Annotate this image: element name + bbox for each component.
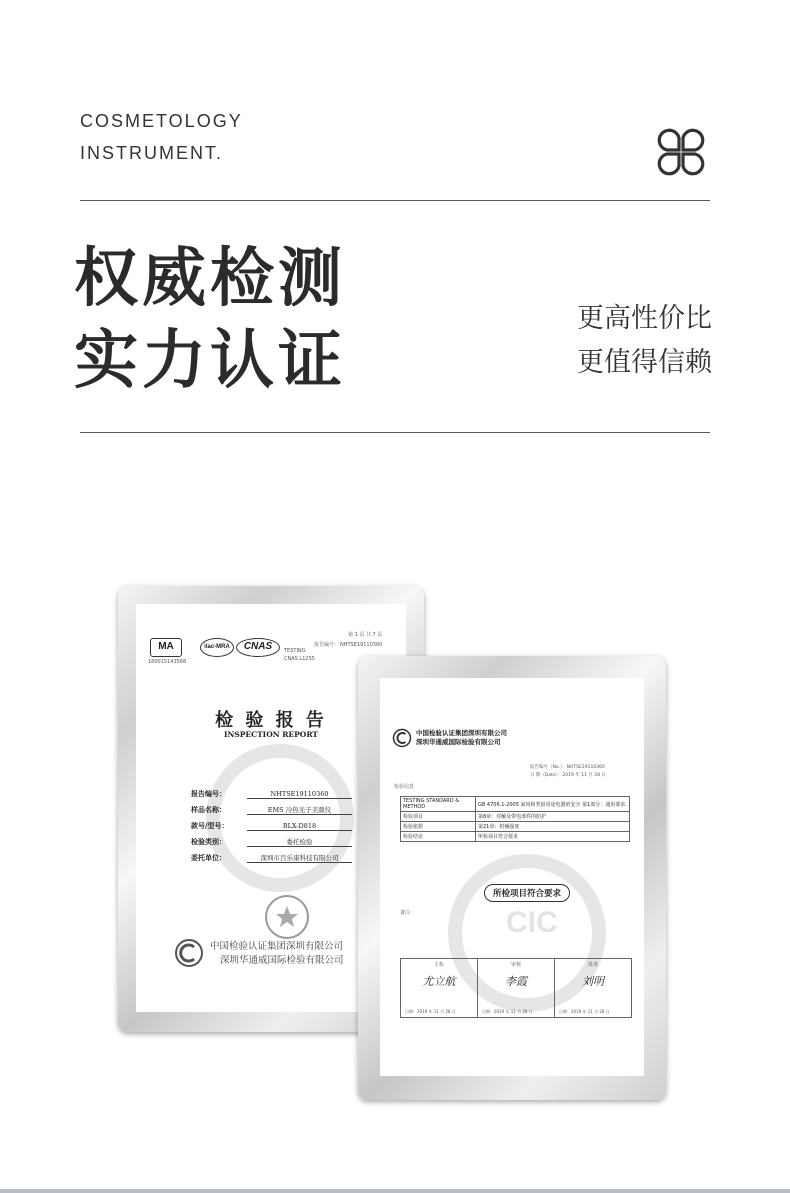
field-value: NHTSE19110360: [247, 790, 352, 799]
field-value: EMS 冷热光子美颜仪: [247, 805, 352, 815]
field-inspection-type: [191, 835, 352, 847]
signature-label: 批准: [587, 962, 598, 968]
field-model: [191, 819, 352, 831]
official-seal-icon: [264, 894, 310, 940]
certificate-paper: [380, 678, 644, 1076]
top-divider: [80, 200, 710, 201]
report-no-label: 报告编号：: [314, 642, 340, 648]
table-cell: 检验项目: [401, 812, 476, 822]
field-label: 检验类别：: [191, 837, 226, 846]
table-row: [401, 832, 630, 842]
cma-mark: MA: [150, 638, 182, 657]
bottom-accent-bar: [0, 1189, 790, 1193]
cma-number: 180015143568: [148, 659, 187, 665]
table-cell: TESTING STANDARD & METHOD: [401, 797, 476, 812]
headline-line-1: 权威检测: [74, 242, 346, 316]
header-name-cn: 中国检验认证集团深圳有限公司: [416, 729, 507, 737]
cic-logo-icon: [174, 938, 204, 968]
signature-block: [400, 958, 632, 1018]
field-label: 委托单位：: [191, 853, 226, 862]
headline: [74, 238, 346, 402]
report-no-value: NHTSE19110360: [340, 642, 383, 648]
cic-watermark-text: CIC: [506, 906, 558, 939]
signature-date: 日期：2019 年 11 月 28 日: [559, 1009, 610, 1014]
cnas-mark: CNAS: [236, 638, 280, 657]
brand-title: [80, 105, 243, 169]
table-cell: 所检项目符合要求: [476, 832, 630, 842]
field-value: BLX-D818: [247, 822, 352, 831]
table-cell: 第21章：机械强度: [476, 822, 630, 832]
signature-name: 尤立航: [422, 975, 456, 988]
table-cell: 检验结论: [401, 832, 476, 842]
issuer-name-cn-2: 深圳华通威国际检验有限公司: [220, 955, 344, 966]
field-label: 样品名称：: [191, 805, 226, 814]
brand-line-1: COSMETOLOGY: [80, 111, 243, 131]
cnas-number: CNAS L1255: [284, 656, 315, 662]
table-cell: 检验依据: [401, 822, 476, 832]
brand-line-2: INSTRUMENT.: [80, 143, 223, 163]
table-cell: 第8章：对触及带电部件的防护: [476, 812, 630, 822]
signature-date: 日期：2019 年 11 月 28 日: [405, 1009, 456, 1014]
signature-name: 李霞: [505, 975, 527, 988]
conclusion-stamp: 所检项目符合要求: [484, 884, 570, 902]
signature-name: 刘明: [582, 975, 604, 988]
four-leaf-clover-icon: [655, 126, 707, 178]
report-date: 日 期（Date）：2019 年 11 月 28 日: [530, 773, 606, 778]
table-row: [401, 812, 630, 822]
field-label: 款号/型号：: [191, 821, 229, 830]
report-title-en: INSPECTION REPORT: [224, 730, 318, 739]
cic-logo-icon: [392, 728, 412, 748]
headline-line-2: 实力认证: [74, 324, 346, 398]
table-row: [401, 822, 630, 832]
signature-approver: [555, 959, 631, 1017]
field-label: 报告编号：: [191, 789, 226, 798]
testing-label: TESTING: [284, 648, 306, 654]
field-value: 委托检验: [247, 837, 352, 847]
field-report-no: [191, 787, 352, 799]
header-name-cn-2: 深圳华通威国际检验有限公司: [416, 738, 501, 746]
signature-label: 审核: [510, 962, 521, 968]
remark-label: 备注：: [400, 910, 416, 916]
signature-inspector: [401, 959, 478, 1017]
tagline-line-1: 更高性价比: [577, 303, 712, 334]
table-cell: GB 4706.1-2005 家用和类似用途电器的安全 第1部分：通用要求: [476, 797, 630, 812]
signature-label: 主检: [433, 962, 444, 968]
cic-watermark: [206, 744, 354, 892]
signature-reviewer: [478, 959, 555, 1017]
field-value: 深圳市百乐康科技有限公司: [247, 853, 352, 863]
field-sample-name: [191, 803, 352, 815]
table-row: [401, 797, 630, 812]
field-client: [191, 851, 352, 863]
ilac-mra-mark: ilac-MRA: [200, 638, 234, 657]
bottom-divider: [80, 432, 710, 433]
tagline-line-2: 更值得信赖: [577, 347, 712, 378]
signature-date: 日期：2019 年 11 月 28 日: [482, 1009, 533, 1014]
report-number: 报告编号（No.）：NHTSE19110360: [530, 765, 605, 770]
test-info-table: [400, 796, 630, 842]
page-info: 第 1 页 共 7 页: [348, 632, 383, 638]
test-result-certificate: [358, 656, 666, 1100]
tagline: [577, 297, 712, 385]
report-title-cn: 检 验 报 告: [215, 710, 327, 731]
issuer-name-cn: 中国检验认证集团深圳有限公司: [210, 941, 344, 952]
section-title: 检验信息: [394, 784, 415, 790]
